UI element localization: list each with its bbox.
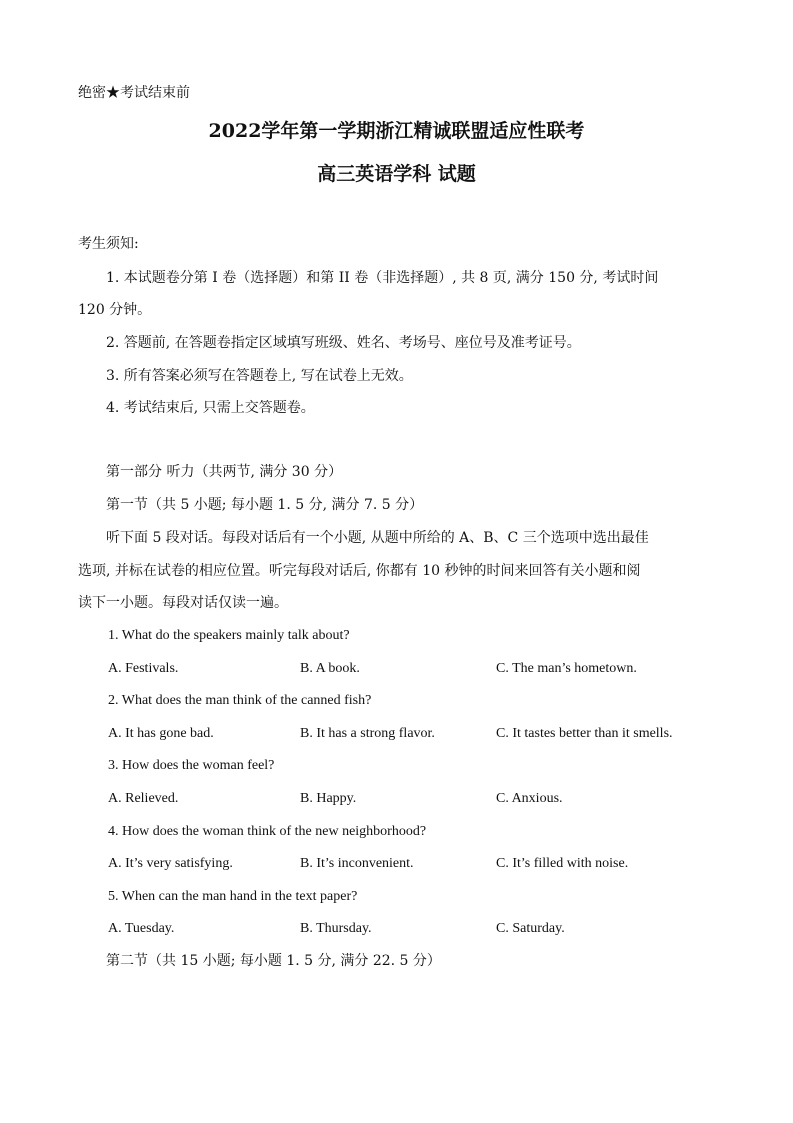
question-stem: 1. What do the speakers mainly talk about? bbox=[108, 628, 350, 643]
option-a: A. It has gone bad. bbox=[108, 726, 214, 741]
notice-item-2: 2. 答题前, 在答题卷指定区域填写班级、姓名、考场号、座位号及准考证号。 bbox=[106, 335, 581, 351]
option-a: A. It’s very satisfying. bbox=[108, 856, 233, 871]
notice-item-3: 3. 所有答案必须写在答题卷上, 写在试卷上无效。 bbox=[106, 368, 413, 384]
question-stem: 4. How does the woman think of the new neighborhood? bbox=[108, 824, 427, 839]
instructions-line-2: 选项, 并标在试卷的相应位置。听完每段对话后, 你都有 10 秒钟的时间来回答有关小题和阅 bbox=[78, 563, 641, 579]
option-b: B. Thursday. bbox=[300, 921, 372, 936]
notice-heading: 考生须知: bbox=[78, 236, 139, 252]
option-a: A. Tuesday. bbox=[108, 921, 175, 936]
option-b: B. It has a strong flavor. bbox=[300, 726, 435, 741]
option-c: C. It’s filled with noise. bbox=[496, 856, 629, 871]
section1-heading: 第一节（共 5 小题; 每小题 1. 5 分, 满分 7. 5 分） bbox=[106, 497, 424, 513]
option-b: B. It’s inconvenient. bbox=[300, 856, 414, 871]
option-a: A. Relieved. bbox=[108, 791, 179, 806]
notice-item-1: 1. 本试题卷分第 I 卷（选择题）和第 II 卷（非选择题）, 共 8 页, 满分 150 分, 考试时间 bbox=[106, 270, 659, 286]
question-stem: 5. When can the man hand in the text paper? bbox=[108, 889, 358, 904]
question-stem: 2. What does the man think of the canned fish? bbox=[108, 693, 372, 708]
exam-title: 2022学年第一学期浙江精诚联盟适应性联考 bbox=[208, 120, 585, 142]
question-stem: 3. How does the woman feel? bbox=[108, 758, 275, 773]
option-a: A. Festivals. bbox=[108, 661, 179, 676]
notice-item-1-cont: 120 分钟。 bbox=[78, 302, 152, 318]
part1-heading: 第一部分 听力（共两节, 满分 30 分） bbox=[106, 464, 343, 480]
exam-subtitle: 高三英语学科 试题 bbox=[317, 163, 476, 185]
section2-heading: 第二节（共 15 小题; 每小题 1. 5 分, 满分 22. 5 分） bbox=[106, 953, 441, 969]
instructions-line-3: 读下一小题。每段对话仅读一遍。 bbox=[78, 595, 288, 611]
notice-item-4: 4. 考试结束后, 只需上交答题卷。 bbox=[106, 400, 315, 416]
confidential-mark: 绝密★考试结束前 bbox=[78, 85, 190, 101]
instructions-line-1: 听下面 5 段对话。每段对话后有一个小题, 从题中所给的 A、B、C 三个选项中选出最佳 bbox=[106, 530, 649, 546]
option-c: C. Saturday. bbox=[496, 921, 565, 936]
option-b: B. A book. bbox=[300, 661, 360, 676]
option-b: B. Happy. bbox=[300, 791, 357, 806]
option-c: C. It tastes better than it smells. bbox=[496, 726, 673, 741]
option-c: C. Anxious. bbox=[496, 791, 563, 806]
option-c: C. The man’s hometown. bbox=[496, 661, 637, 676]
